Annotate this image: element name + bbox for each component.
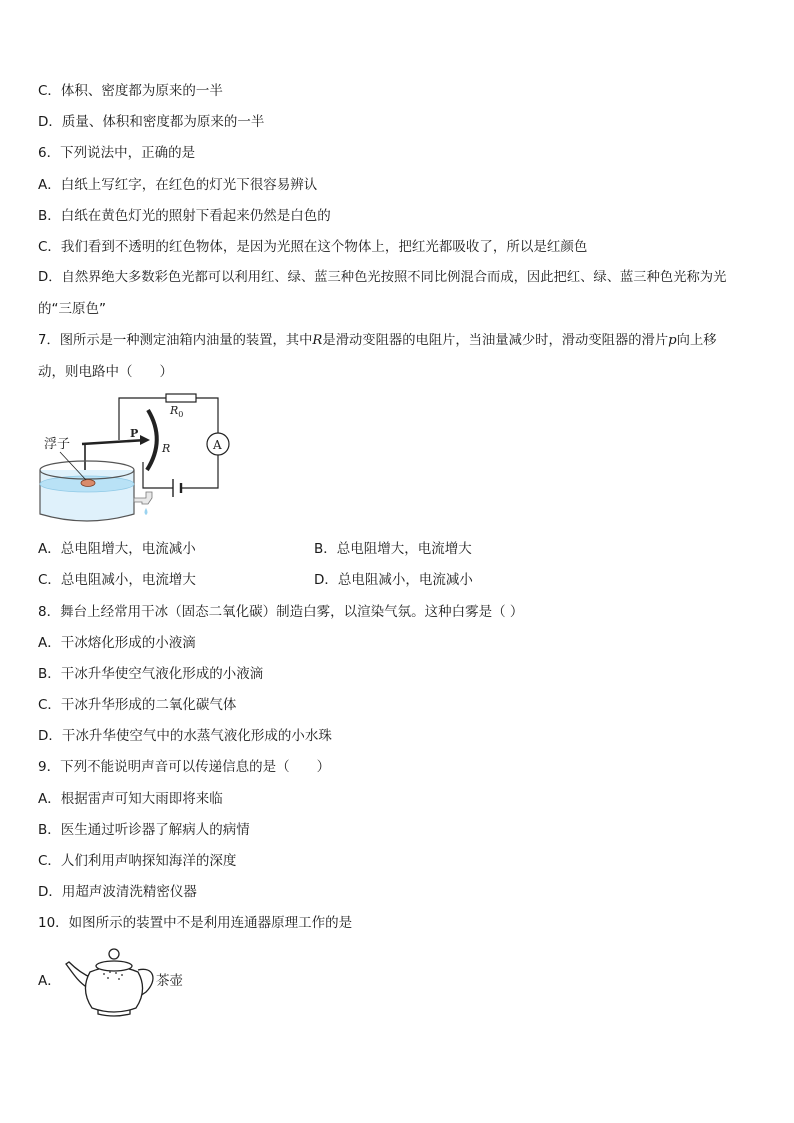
slider-arrow <box>140 435 150 445</box>
teapot-body <box>85 967 142 1012</box>
water-drop <box>145 508 148 515</box>
q6-stem: 6．下列说法中，正确的是 <box>38 145 196 161</box>
q9-option-a: A．根据雷声可知大雨即将来临 <box>38 791 223 807</box>
q7-stem-line2: 动，则电路中（ ） <box>38 364 173 380</box>
teapot-lid <box>96 961 132 971</box>
q9-stem: 9．下列不能说明声音可以传递信息的是（ ） <box>38 759 331 775</box>
teapot-knob <box>109 949 119 959</box>
q7-stem <box>38 332 717 350</box>
q10-option-a-letter: A． <box>38 973 61 989</box>
q6-option-d: D．自然界绝大多数彩色光都可以利用红、绿、蓝三种色光按照不同比例混合而成，因此把红、绿、蓝三种色光称为光 <box>38 270 727 285</box>
q7-stem-part1: 7．图所示是一种测定油箱内油量的装置，其中 <box>38 333 313 348</box>
teapot-figure <box>64 944 158 1020</box>
q7-option-d: D．总电阻减小，电流减小 <box>314 572 473 588</box>
q10-stem: 10．如图所示的装置中不是利用连通器原理工作的是 <box>38 915 353 931</box>
q7-var-p: p <box>668 333 677 348</box>
drain-tap <box>134 492 152 504</box>
float <box>81 480 95 487</box>
r0-resistor <box>166 394 196 402</box>
q6-option-b: B．白纸在黄色灯光的照射下看起来仍然是白色的 <box>38 208 331 224</box>
q7-stem-part3: 向上移 <box>676 333 717 348</box>
q9-option-d: D．用超声波清洗精密仪器 <box>38 884 197 900</box>
lever-arm <box>82 440 146 444</box>
q10-option-a-caption: 茶壶 <box>156 973 183 989</box>
q9-option-c: C．人们利用声呐探知海洋的深度 <box>38 853 237 869</box>
q6-option-a: A．白纸上写红字，在红色的灯光下很容易辨认 <box>38 177 318 193</box>
q8-option-d: D．干冰升华使空气中的水蒸气液化形成的小水珠 <box>38 728 332 744</box>
q8-option-c: C．干冰升华形成的二氧化碳气体 <box>38 697 237 713</box>
q8-option-b: B．干冰升华使空气液化形成的小液滴 <box>38 666 264 682</box>
q8-option-a: A．干冰熔化形成的小液滴 <box>38 635 196 651</box>
ammeter-label: A <box>213 438 222 452</box>
q6-option-d-cont: 的“三原色” <box>38 301 106 317</box>
resistor-label: R <box>162 442 171 455</box>
q7-stem-part2: 是滑动变阻器的电阻片，当油量减少时，滑动变阻器的滑片 <box>322 333 669 348</box>
q9-option-b: B．医生通过听诊器了解病人的病情 <box>38 822 250 838</box>
r0-label: $R_0$ <box>170 404 184 419</box>
q7-option-b: B．总电阻增大，电流增大 <box>314 541 472 557</box>
slider-label: P <box>130 427 139 440</box>
q6-option-c: C．我们看到不透明的红色物体，是因为光照在这个物体上，把红光都吸收了，所以是红颜色 <box>38 239 588 255</box>
q7-option-c: C．总电阻减小，电流增大 <box>38 572 196 588</box>
line-d-q5: D．质量、体积和密度都为原来的一半 <box>38 114 265 130</box>
q7-option-a: A．总电阻增大，电流减小 <box>38 541 196 557</box>
oil-gauge-circuit-figure <box>36 392 236 528</box>
line-c-q5: C．体积、密度都为原来的一半 <box>38 83 223 99</box>
q7-var-r: R <box>312 333 323 348</box>
float-label: 浮子 <box>44 437 71 452</box>
q8-stem: 8．舞台上经常用干冰（固态二氧化碳）制造白雾，以渲染气氛。这种白雾是（ ） <box>38 604 524 620</box>
